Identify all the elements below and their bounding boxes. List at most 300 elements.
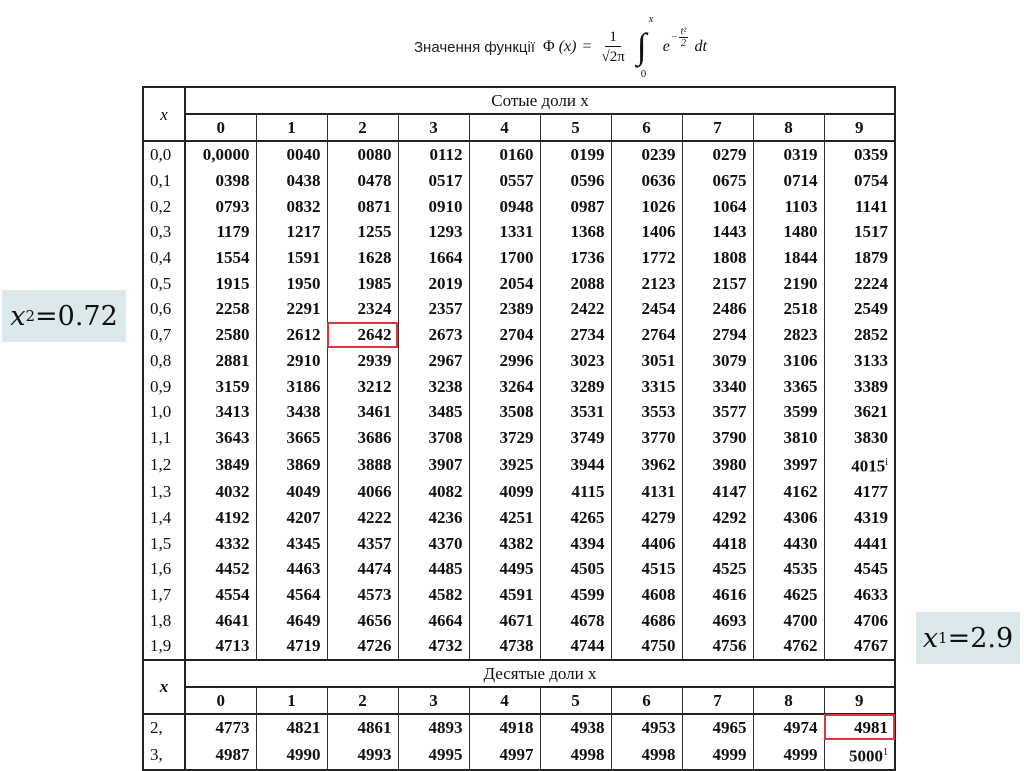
table-cell [469, 245, 540, 271]
exponent-fraction [679, 26, 689, 49]
table-row [143, 270, 895, 296]
cell-value: 4049 [286, 482, 321, 502]
table-cell [185, 296, 256, 322]
cell-value: 2054 [499, 273, 534, 293]
fraction-numerator: 1 [605, 28, 621, 47]
exp-base: e [662, 38, 670, 55]
cell-value: 0596 [570, 171, 605, 191]
cell-value: 1217 [286, 222, 321, 242]
table-cell [469, 505, 540, 531]
cell-value: 4535 [783, 559, 818, 579]
table-cell [256, 141, 327, 168]
column-header: 8 [753, 114, 824, 141]
table-cell [327, 505, 398, 531]
table-cell [824, 740, 895, 770]
cell-value: 2357 [428, 299, 463, 319]
x-column-header: x [143, 87, 185, 141]
table-cell [469, 348, 540, 374]
table-cell [682, 505, 753, 531]
table-cell [682, 479, 753, 505]
cell-value: 0112 [429, 145, 463, 165]
table-cell [327, 219, 398, 245]
cell-value: 2852 [854, 325, 888, 345]
table-cell [611, 322, 682, 348]
table-row [143, 450, 895, 479]
table-cell [469, 479, 540, 505]
column-header: 0 [185, 687, 256, 714]
table-cell [682, 556, 753, 582]
table-cell [753, 530, 824, 556]
table-cell [185, 582, 256, 608]
cell-value: 3925 [499, 455, 534, 475]
row-x-label: 1,6 [143, 556, 185, 582]
table-cell [824, 399, 895, 425]
cell-value: 4750 [641, 636, 676, 656]
table-cell [398, 607, 469, 633]
cell-value: 1700 [499, 248, 534, 268]
cell-value: 3315 [641, 376, 676, 396]
cell-value: 2324 [357, 299, 392, 319]
table-cell [682, 373, 753, 399]
table-cell [398, 296, 469, 322]
cell-value: 4995 [428, 745, 463, 765]
table-cell [824, 373, 895, 399]
table-cell [469, 399, 540, 425]
table-cell [256, 373, 327, 399]
cell-value: 0948 [499, 196, 534, 216]
table-cell [824, 530, 895, 556]
table-row [143, 193, 895, 219]
exponent-numerator: t² [680, 25, 687, 37]
cell-value: 4599 [570, 585, 605, 604]
table-cell [682, 399, 753, 425]
table-row [143, 373, 895, 399]
cell-value: 2704 [499, 325, 534, 345]
table-cell [824, 296, 895, 322]
cell-value: 4938 [570, 718, 605, 738]
table-cell [540, 556, 611, 582]
table-row [143, 245, 895, 271]
cell-value: 4463 [286, 559, 321, 579]
cell-value: 4251 [499, 507, 534, 527]
table-cell [469, 740, 540, 770]
cell-value: 4474 [357, 559, 392, 579]
table-cell [824, 450, 895, 479]
table-cell [540, 607, 611, 633]
cell-value: 4279 [641, 507, 676, 527]
table-cell [824, 322, 895, 348]
table-cell [185, 219, 256, 245]
cell-value: 4357 [357, 533, 392, 553]
column-header: 9 [824, 687, 895, 714]
table-cell [682, 348, 753, 374]
table-row [143, 479, 895, 505]
cell-value: 1554 [215, 248, 250, 268]
cell-value: 4582 [428, 585, 463, 604]
phi-symbol: Φ [542, 38, 555, 55]
cell-value: 0239 [641, 145, 676, 165]
cell-value: 2612 [286, 325, 321, 345]
table-cell [469, 450, 540, 479]
cell-value: 1628 [357, 248, 392, 268]
x1-callout [916, 612, 1020, 664]
cell-value: 4515 [641, 559, 676, 579]
table-cell [682, 530, 753, 556]
table-cell [753, 270, 824, 296]
cell-value: 3790 [712, 427, 747, 447]
table-cell [469, 193, 540, 219]
cell-value: 2190 [783, 273, 818, 293]
table-cell [540, 399, 611, 425]
table-cell [682, 582, 753, 608]
footnote-mark: i [885, 457, 888, 469]
table-cell [469, 633, 540, 660]
cell-value: 3888 [357, 455, 392, 475]
cell-value: 4998 [570, 745, 605, 765]
column-header: 5 [540, 114, 611, 141]
table-cell [185, 245, 256, 271]
table-cell [540, 219, 611, 245]
footnote-mark: 1 [883, 747, 888, 759]
cell-value: 1064 [712, 196, 747, 216]
table-cell [469, 714, 540, 741]
table-cell [753, 582, 824, 608]
cell-value: 3665 [286, 427, 321, 447]
table-cell [327, 141, 398, 168]
table-cell [327, 296, 398, 322]
table-cell [327, 450, 398, 479]
cell-value: 4633 [854, 585, 888, 604]
cell-value: 4981 [854, 718, 888, 738]
cell-value: 4706 [854, 610, 888, 630]
cell-value: 1406 [641, 222, 676, 242]
table-row [143, 425, 895, 451]
cell-value: 3340 [712, 376, 747, 396]
table-cell [611, 530, 682, 556]
cell-value: 4678 [570, 610, 605, 630]
exponent-denominator: 2 [681, 37, 687, 49]
table-cell [327, 607, 398, 633]
normalizing-fraction [601, 28, 624, 67]
cell-value: 1591 [286, 248, 321, 268]
table-row [143, 633, 895, 660]
column-header: 2 [327, 687, 398, 714]
cell-value: 4625 [783, 585, 818, 604]
table-cell [611, 193, 682, 219]
table-cell [398, 714, 469, 741]
exponent [671, 26, 689, 49]
cell-value: 2518 [783, 299, 818, 319]
cell-value: 2996 [499, 350, 534, 370]
table-cell [398, 141, 469, 168]
table-cell [185, 168, 256, 194]
cell-value: 2734 [570, 325, 605, 345]
table-row [143, 714, 895, 741]
table-cell [327, 245, 398, 271]
table-cell [185, 505, 256, 531]
table-cell [327, 399, 398, 425]
table-cell [185, 556, 256, 582]
cell-value: 0359 [854, 145, 888, 165]
table-cell [611, 740, 682, 770]
table-cell [682, 141, 753, 168]
column-header: 2 [327, 114, 398, 141]
phi-formula [543, 16, 707, 78]
column-header: 9 [824, 114, 895, 141]
table-cell [256, 425, 327, 451]
table-cell [753, 740, 824, 770]
table-cell [469, 219, 540, 245]
cell-value: 3621 [854, 402, 888, 422]
table-cell [327, 270, 398, 296]
table-cell [256, 505, 327, 531]
callout-sub: 1 [938, 629, 948, 647]
table-cell [327, 168, 398, 194]
row-x-label: 2, [143, 714, 185, 741]
cell-value: 4345 [286, 533, 321, 553]
table-cell [611, 556, 682, 582]
table-cell [753, 245, 824, 271]
table-cell [824, 582, 895, 608]
table-cell [682, 168, 753, 194]
table-cell [469, 556, 540, 582]
table-cell [611, 479, 682, 505]
cell-value: 4756 [712, 636, 747, 656]
cell-value: 1879 [854, 248, 888, 268]
cell-value: 1179 [216, 222, 250, 242]
cell-value: 4987 [215, 745, 250, 765]
cell-value: 4713 [215, 636, 250, 656]
table-cell [540, 425, 611, 451]
table-cell [327, 714, 398, 741]
cell-value: 1141 [854, 196, 888, 216]
table-row [143, 219, 895, 245]
cell-value: 3643 [215, 427, 250, 447]
cell-value: 1736 [570, 248, 605, 268]
cell-value: 3531 [570, 402, 605, 422]
table-cell [185, 607, 256, 633]
cell-value: 2580 [215, 325, 250, 345]
table-cell [398, 322, 469, 348]
exponent-sign: − [670, 31, 678, 43]
cell-value: 4236 [428, 507, 463, 527]
column-header: 1 [256, 687, 327, 714]
table-cell [256, 479, 327, 505]
cell-value: 0714 [783, 171, 818, 191]
row-x-label: 0,3 [143, 219, 185, 245]
table-cell [753, 556, 824, 582]
column-header: 5 [540, 687, 611, 714]
cell-value: 3686 [357, 427, 392, 447]
table-cell [682, 633, 753, 660]
cell-value: 3159 [215, 376, 250, 396]
cell-value: 4700 [783, 610, 818, 630]
cell-value: 4616 [712, 585, 747, 604]
cell-value: 4918 [499, 718, 534, 738]
row-x-label: 3, [143, 740, 185, 770]
cell-value: 0478 [357, 171, 392, 191]
cell-value: 4726 [357, 636, 392, 656]
cell-value: 1985 [357, 273, 392, 293]
table-cell [256, 245, 327, 271]
table-row [143, 740, 895, 770]
table-cell [824, 556, 895, 582]
cell-value: 4744 [570, 636, 605, 656]
column-header: 0 [185, 114, 256, 141]
table-cell [540, 373, 611, 399]
cell-value: 1026 [641, 196, 676, 216]
cell-value: 0832 [286, 196, 321, 216]
table-cell [185, 450, 256, 479]
cell-value: 1915 [215, 273, 250, 293]
column-header: 4 [469, 687, 540, 714]
cell-value: 4671 [499, 610, 534, 630]
cell-value: 4564 [286, 585, 321, 604]
column-header: 7 [682, 687, 753, 714]
cell-value: 3212 [357, 376, 392, 396]
table-cell [753, 141, 824, 168]
row-x-label: 1,9 [143, 633, 185, 660]
table-cell [185, 633, 256, 660]
table-cell [611, 633, 682, 660]
cell-value: 0438 [286, 171, 321, 191]
table-cell [753, 399, 824, 425]
table-cell [256, 399, 327, 425]
cell-value: 2642 [357, 325, 392, 345]
table-cell [256, 530, 327, 556]
row-x-label: 1,7 [143, 582, 185, 608]
table-cell [540, 270, 611, 296]
cell-value: 4441 [854, 533, 888, 553]
table-cell [824, 607, 895, 633]
cell-value: 2823 [783, 325, 818, 345]
cell-value: 3869 [286, 455, 321, 475]
cell-value: 4525 [712, 559, 747, 579]
table-cell [682, 740, 753, 770]
table-cell [398, 168, 469, 194]
cell-value: 3238 [428, 376, 463, 396]
table-cell [185, 425, 256, 451]
cell-value: 2088 [570, 273, 605, 293]
table-cell [327, 425, 398, 451]
title-line [414, 12, 707, 82]
table-cell [256, 556, 327, 582]
cell-value: 3708 [428, 427, 463, 447]
cell-value: 0754 [854, 171, 888, 191]
cell-value: 4319 [854, 507, 888, 527]
row-x-label: 1,8 [143, 607, 185, 633]
row-x-label: 0,8 [143, 348, 185, 374]
table-body [143, 87, 895, 770]
table-cell [682, 714, 753, 741]
table-cell [327, 479, 398, 505]
table-cell [824, 479, 895, 505]
cell-value: 3599 [783, 402, 818, 422]
cell-value: 4693 [712, 610, 747, 630]
hundredths-header: Сотые доли x [185, 87, 895, 114]
cell-value: 0557 [499, 171, 534, 191]
cell-value: 3485 [428, 402, 463, 422]
cell-value: 0793 [215, 196, 250, 216]
cell-value: 3289 [570, 376, 605, 396]
table-cell [327, 582, 398, 608]
cell-value: 0987 [570, 196, 605, 216]
table-row [143, 141, 895, 168]
table-cell [256, 633, 327, 660]
table-cell [824, 270, 895, 296]
cell-value: 4656 [357, 610, 392, 630]
table-cell [327, 556, 398, 582]
cell-value: 4641 [215, 610, 250, 630]
table-cell [256, 168, 327, 194]
cell-value: 4821 [286, 718, 321, 738]
table-cell [256, 607, 327, 633]
column-header: 6 [611, 687, 682, 714]
table-row [143, 399, 895, 425]
row-x-label: 1,2 [143, 450, 185, 479]
table-cell [540, 348, 611, 374]
cell-value: 4131 [641, 482, 676, 502]
cell-value: 4485 [428, 559, 463, 579]
table-row [143, 556, 895, 582]
cell-value: 2258 [215, 299, 250, 319]
table-cell [611, 348, 682, 374]
cell-value: 3810 [783, 427, 818, 447]
cell-value: 4382 [499, 533, 534, 553]
table-cell [611, 582, 682, 608]
cell-value: 4993 [357, 745, 392, 765]
cell-value: 3577 [712, 402, 747, 422]
table-cell [540, 296, 611, 322]
table-cell [753, 505, 824, 531]
cell-value: 4406 [641, 533, 676, 553]
row-x-label: 1,1 [143, 425, 185, 451]
x-column-header: x [143, 660, 185, 714]
table-cell [611, 505, 682, 531]
cell-value: 2967 [428, 350, 463, 370]
cell-value: 4066 [357, 482, 392, 502]
cell-value: 1443 [712, 222, 747, 242]
callout-eq: = [35, 300, 58, 332]
cell-value: 3997 [783, 455, 818, 475]
cell-value: 4999 [712, 745, 747, 765]
row-x-label: 0,0 [143, 141, 185, 168]
table-cell [327, 633, 398, 660]
table-cell [256, 740, 327, 770]
cell-value: 4861 [357, 718, 392, 738]
cell-value: 0517 [428, 171, 463, 191]
cell-value: 3051 [641, 350, 676, 370]
title-text: Значення функції [414, 38, 535, 56]
cell-value: 4893 [428, 718, 463, 738]
table-cell [611, 219, 682, 245]
table-cell [398, 633, 469, 660]
table-cell [540, 582, 611, 608]
table-cell [185, 193, 256, 219]
cell-value: 2123 [641, 273, 676, 293]
table-cell [398, 505, 469, 531]
row-x-label: 0,5 [143, 270, 185, 296]
cell-value: 0398 [215, 171, 250, 191]
table-cell [611, 141, 682, 168]
table-cell [398, 450, 469, 479]
table-cell [256, 348, 327, 374]
table-cell [753, 348, 824, 374]
callout-var: x [922, 622, 939, 654]
table-cell [540, 530, 611, 556]
table-cell [256, 219, 327, 245]
row-x-label: 0,6 [143, 296, 185, 322]
